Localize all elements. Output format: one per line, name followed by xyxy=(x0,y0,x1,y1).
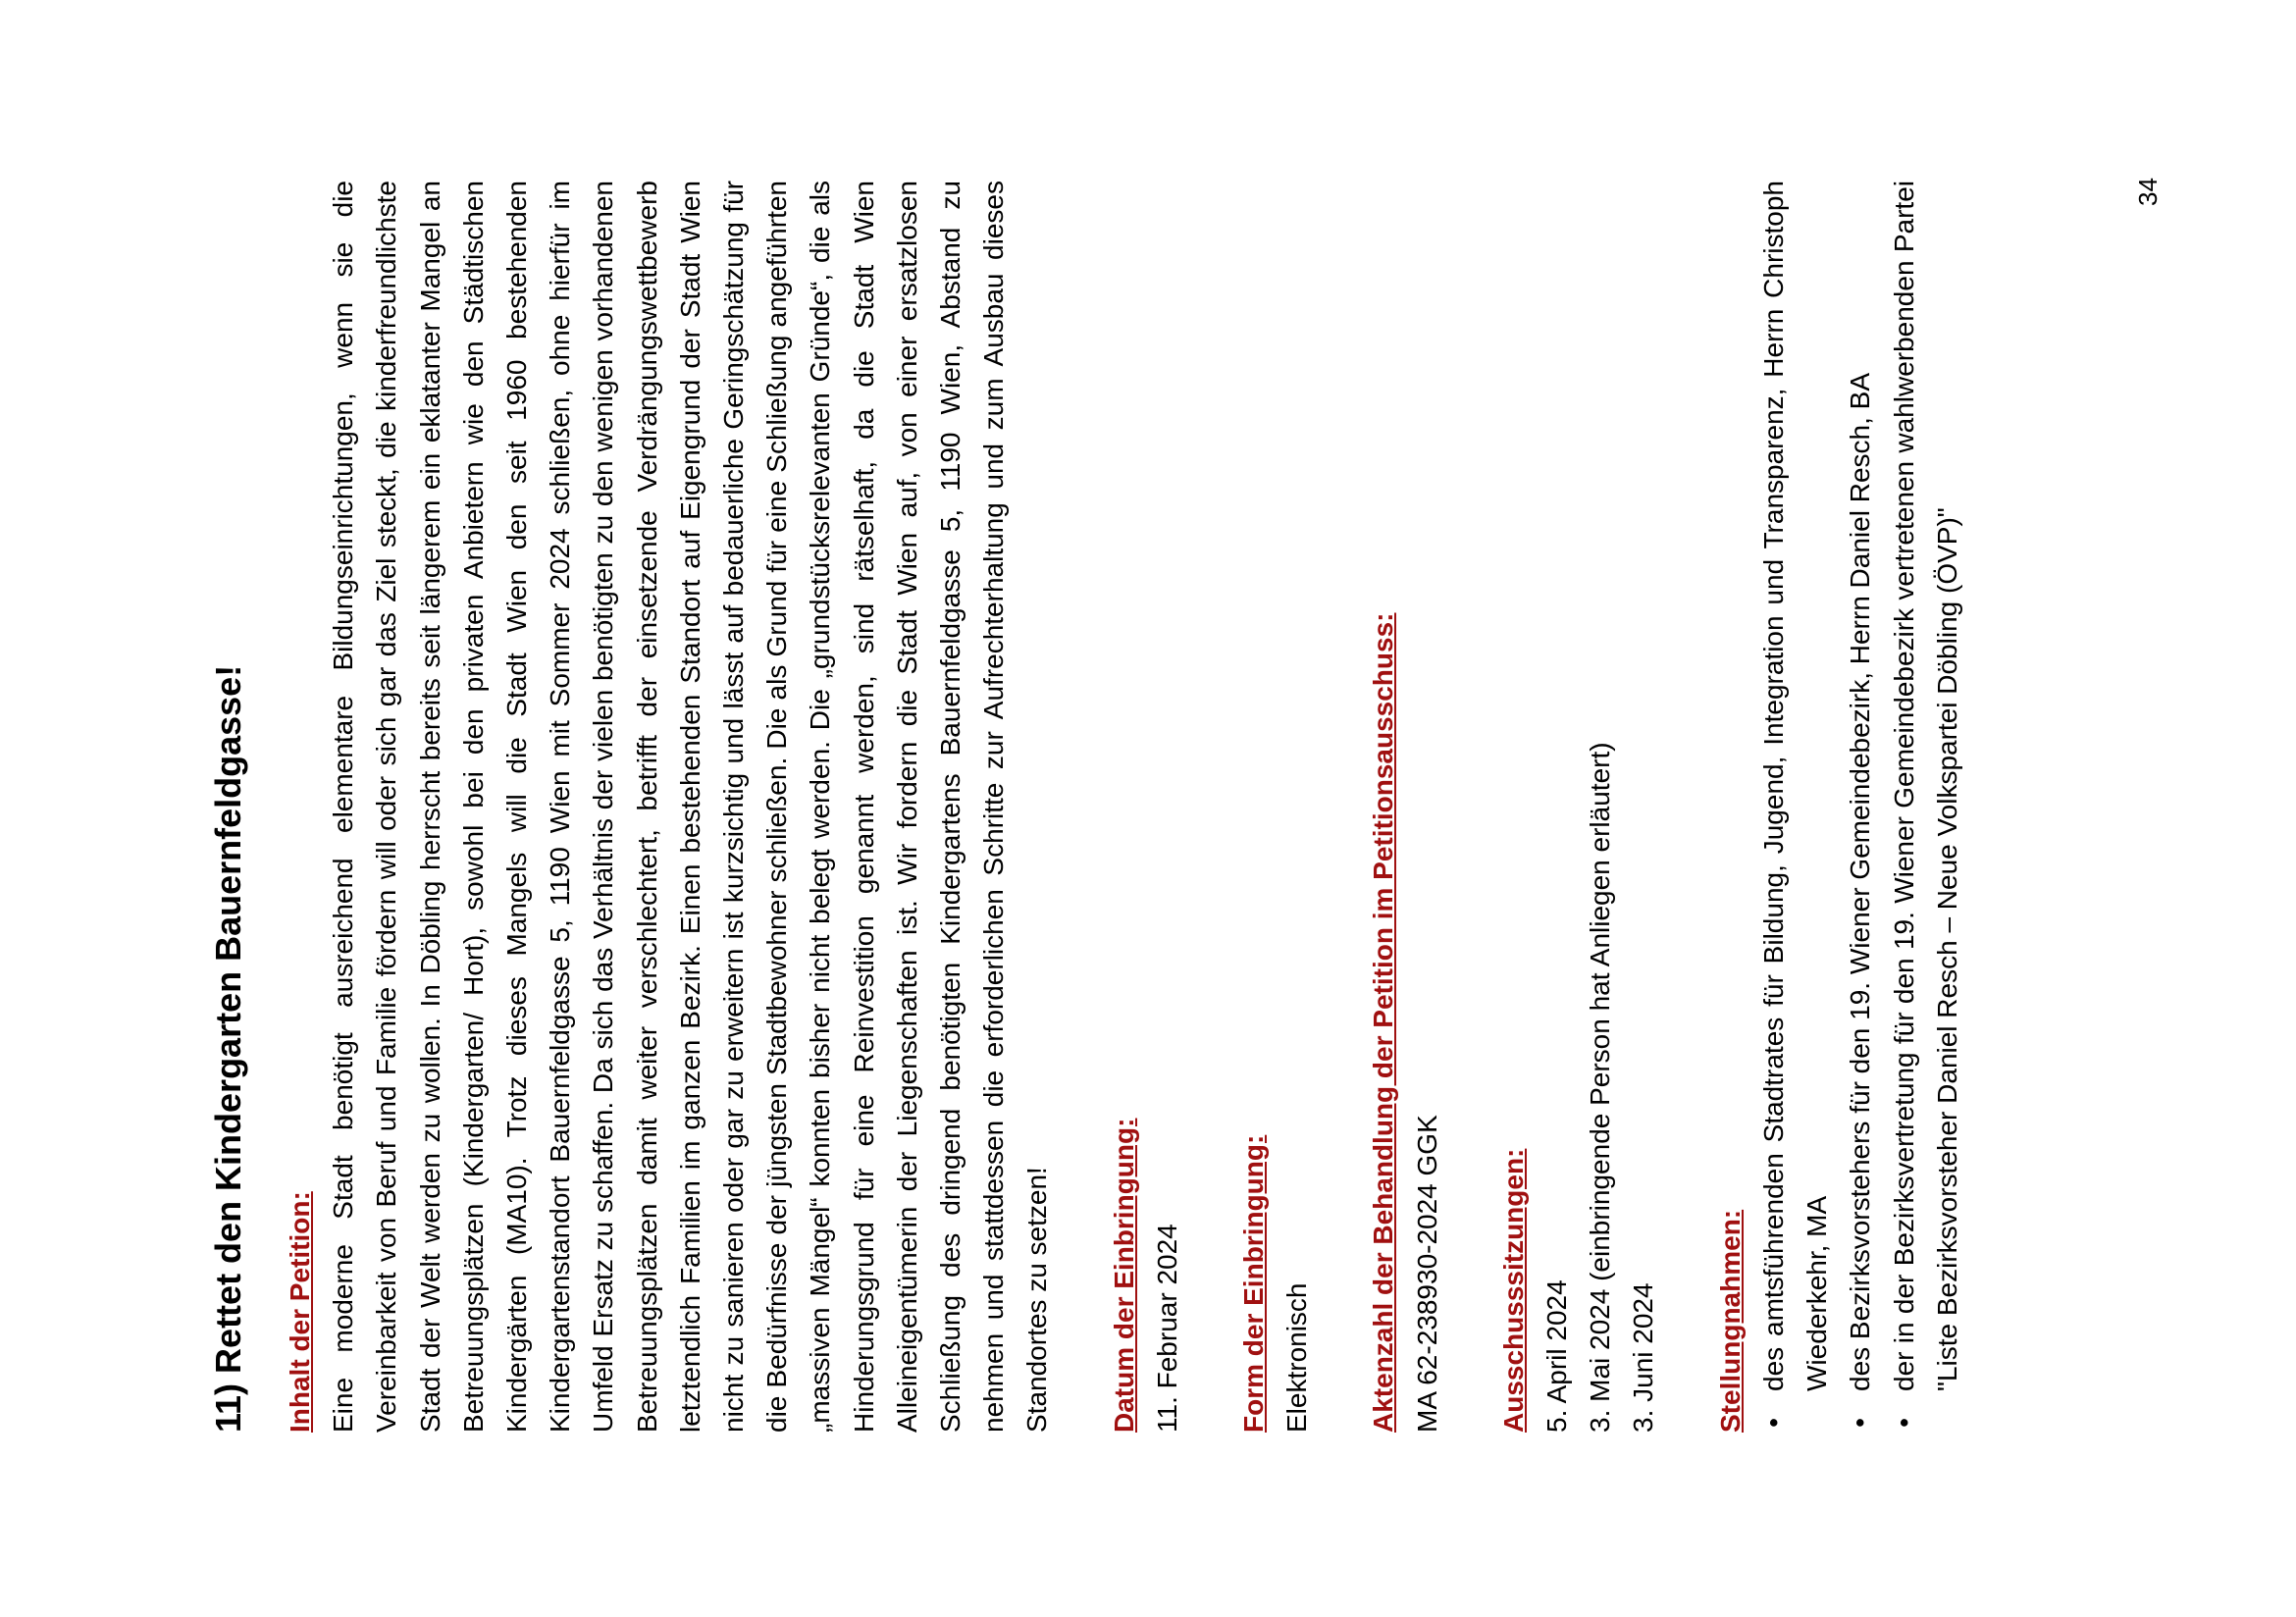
committee-meeting-item: 3. Juni 2024 xyxy=(1628,1282,1659,1433)
bullet-icon: • xyxy=(1888,1418,1919,1428)
petition-content-heading: Inhalt der Petition: xyxy=(285,1191,315,1433)
statements-list xyxy=(1752,181,1969,1433)
bullet-icon: • xyxy=(1757,1418,1789,1428)
spacer xyxy=(1449,181,1492,1433)
spacer xyxy=(1666,181,1709,1433)
submission-date-heading: Datum der Einbringung: xyxy=(1108,1118,1139,1433)
page-title: 11) Rettet den Kindergarten Bauernfeldgasse! xyxy=(208,664,248,1433)
bullet-icon: • xyxy=(1845,1418,1876,1428)
spacer xyxy=(1319,181,1362,1433)
petition-content-text: Eine moderne Stadt benötigt ausreichend elementare Bildungseinrichtungen, wenn sie die Vereinbarkeit von Beruf und Familie fördern will oder sich gar das Ziel steckt, die kinderfreundlichste Stadt der Welt werden zu wollen. In Döbling herrscht bereits seit längerem ein eklatanter Mangel an Betreuungsplätzen (Kindergarten/ Hort), sowohl bei den privaten Anbietern wie den Städtischen Kindergärten (MA10). Trotz dieses Mangels will die Stadt Wien den seit 1960 bestehenden Kindergartenstandort Bauernfeldgasse 5, 1190 Wien mit Sommer 2024 schließen, ohne hierfür im Umfeld Ersatz zu schaffen. Da sich das Verhältnis der vielen benötigten zu den wenigen vorhandenen Betreuungsplätzen damit weiter verschlechtert, betrifft der einsetzende Verdrängungswettbewerb letztendlich Familien im ganzen Bezirk. Einen bestehenden Standort auf Eigengrund der Stadt Wien nicht zu sanieren oder gar zu erweitern ist kurzsichtig und lässt auf bedauerliche Geringschätzung für die Bedürfnisse der jüngsten Stadtbewohner schließen. Die als Grund für eine Schließung angeführten „massiven Mängel“ konnten bisher nicht belegt werden. Die „grundstücksrelevanten Gründe“, die als Hinderungsgrund für eine Reinvestition genannt werden, sind rätselhaft, da die Stadt Wien Alleineigentümerin der Liegenschaften ist. Wir fordern die Stadt Wien auf, von einer ersatzlosen Schließung des dringend benötigten Kindergartens Bauernfeldgasse 5, 1190 Wien, Abstand zu nehmen und stattdessen die erforderlichen Schritte zur Aufrechterhaltung und zum Ausbau dieses Standortes zu setzen! xyxy=(328,181,1053,1433)
committee-meeting-item: 5. April 2024 xyxy=(1541,1279,1573,1433)
submission-date-value: 11. Februar 2024 xyxy=(1151,1224,1182,1433)
committee-meeting-item: 3. Mai 2024 (einbringende Person hat Anliegen erläutert) xyxy=(1585,742,1616,1433)
statements-heading: Stellungnahmen: xyxy=(1714,1209,1746,1433)
submission-form-heading: Form der Einbringung: xyxy=(1238,1134,1270,1433)
statement-text: des Bezirksvorstehers für den 19. Wiener Gemeindebezirk, Herrn Daniel Resch, BA xyxy=(1845,373,1876,1391)
page-content xyxy=(206,181,1969,1433)
file-number-value: MA 62-238930-2024 GGK xyxy=(1411,1115,1442,1433)
file-number-heading: Aktenzahl der Behandlung der Petition im Petitionsausschuss: xyxy=(1368,612,1399,1433)
statement-item xyxy=(1752,181,1839,1433)
submission-form-value: Elektronisch xyxy=(1281,1282,1313,1433)
statement-text: des amtsführenden Stadtrates für Bildung, Jugend, Integration und Transparenz, Herrn Christoph Wiederkehr, MA xyxy=(1757,181,1833,1391)
page-number: 34 xyxy=(2133,178,2163,206)
spacer xyxy=(1060,181,1103,1433)
spacer xyxy=(1189,181,1232,1433)
statement-text: der in der Bezirksvertretung für den 19. Wiener Gemeindebezirk vertretenen wahlwerbenden Partei "Liste Bezirksvorsteher Daniel Resch – Neue Volkspartei Döbling (ÖVP)" xyxy=(1888,181,1962,1391)
committee-meetings-heading: Ausschusssitzungen: xyxy=(1497,1148,1529,1433)
statement-item xyxy=(1883,181,1969,1433)
statement-item xyxy=(1839,181,1882,1433)
